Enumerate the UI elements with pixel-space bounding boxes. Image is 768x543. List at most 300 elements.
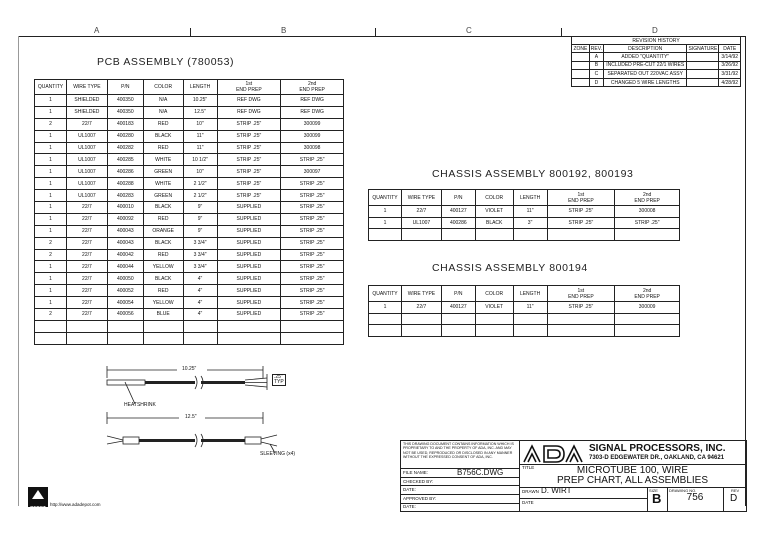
- table-cell: 300099: [281, 118, 344, 130]
- table-cell: RED: [143, 285, 183, 297]
- revision-header-4: DATE: [719, 45, 741, 53]
- table-cell: 22/7: [66, 118, 107, 130]
- proprietary-notice: THIS DRAWING DOCUMENT CONTAINS INFORMATION WHICH IS PROPRIETARY TO AND THE PROPERTY OF ADA, INC. AND MAY NOT BE USED, REPRODUCED OR DISCLOSED IN ANY MANNER WITHOUT THE EXPRESSED CONSENT OF ADA, INC.: [403, 442, 514, 460]
- chassis1-header-0: QUANTITY: [369, 190, 402, 206]
- table-row: [35, 332, 344, 344]
- table-cell: STRIP .25": [217, 190, 281, 202]
- table-cell: 22/7: [66, 273, 107, 285]
- table-cell: [66, 332, 107, 344]
- table-cell: [401, 325, 441, 337]
- table-cell: 3 3/4": [183, 261, 217, 273]
- table-cell: STRIP .25": [281, 225, 344, 237]
- file-name-label: FILE NAME:: [403, 470, 429, 475]
- zone-tick-1: [190, 28, 191, 37]
- table-cell: 11": [513, 302, 547, 314]
- drawing-no-value: 756: [686, 492, 704, 503]
- table-row: [35, 130, 344, 142]
- table-cell: B: [589, 61, 603, 70]
- table-cell: 400286: [107, 166, 143, 178]
- table-cell: SUPPLIED: [217, 261, 281, 273]
- rev-label: REV: [731, 488, 740, 493]
- table-cell: ORANGE: [143, 225, 183, 237]
- table-cell: 2 1/2": [183, 178, 217, 190]
- table-cell: 1: [35, 225, 67, 237]
- table-row: [35, 237, 344, 249]
- chassis1-header-4: LENGTH: [513, 190, 547, 206]
- chassis2-header-0: QUANTITY: [369, 286, 402, 302]
- zone-tick-3: [561, 28, 562, 37]
- table-cell: SUPPLIED: [217, 213, 281, 225]
- table-cell: 3/31/92: [719, 70, 741, 79]
- table-cell: UL1007: [66, 190, 107, 202]
- table-cell: [547, 313, 615, 325]
- title-line-2: PREP CHART, ALL ASSEMBLIES: [557, 475, 708, 486]
- pcb-header-6: 2nd END PREP: [281, 80, 344, 95]
- table-cell: 2: [35, 309, 67, 321]
- table-cell: 9": [183, 225, 217, 237]
- table-cell: [475, 325, 513, 337]
- table-cell: BLACK: [143, 237, 183, 249]
- table-cell: VIOLET: [475, 206, 513, 218]
- table-cell: 1: [369, 302, 402, 314]
- table-cell: BLACK: [143, 273, 183, 285]
- chassis-assembly-2-title: CHASSIS ASSEMBLY 800194: [432, 262, 588, 274]
- table-row: [369, 302, 680, 314]
- table-cell: STRIP .25": [281, 237, 344, 249]
- table-cell: 2: [35, 118, 67, 130]
- revision-history-table: [571, 36, 741, 87]
- table-cell: 400044: [107, 261, 143, 273]
- table-cell: 1: [35, 202, 67, 214]
- chassis1-header-3: COLOR: [475, 190, 513, 206]
- table-cell: STRIP .25": [547, 206, 615, 218]
- table-cell: 400286: [441, 217, 475, 229]
- ada-depot-logo-text: DEPOT: [30, 505, 46, 510]
- checked-by-label: CHECKED BY:: [403, 479, 434, 484]
- table-cell: STRIP .25": [217, 154, 281, 166]
- table-cell: 1: [35, 142, 67, 154]
- table-row: [572, 61, 741, 70]
- table-cell: 400042: [107, 249, 143, 261]
- table-cell: 1: [35, 130, 67, 142]
- table-cell: 400350: [107, 95, 143, 107]
- table-cell: REF DWG: [217, 106, 281, 118]
- file-name-value: B756C.DWG: [457, 468, 504, 477]
- table-cell: [369, 325, 402, 337]
- table-cell: 4": [183, 309, 217, 321]
- table-cell: REF DWG: [281, 106, 344, 118]
- table-cell: CHANGED 5 WIRE LENGTHS: [604, 78, 687, 87]
- table-cell: WHITE: [143, 178, 183, 190]
- table-cell: RED: [143, 118, 183, 130]
- table-cell: [615, 229, 680, 241]
- table-cell: [217, 320, 281, 332]
- date-label-1: DATE:: [403, 487, 416, 492]
- table-cell: SUPPLIED: [217, 285, 281, 297]
- table-cell: WHITE: [143, 154, 183, 166]
- table-cell: [572, 53, 590, 62]
- chassis1-header-5: 1st END PREP: [547, 190, 615, 206]
- table-cell: STRIP .25": [547, 217, 615, 229]
- table-cell: N/A: [143, 95, 183, 107]
- table-cell: 400010: [107, 202, 143, 214]
- table-cell: STRIP .25": [281, 309, 344, 321]
- revision-header-1: REV.: [590, 45, 602, 52]
- table-cell: 1: [35, 154, 67, 166]
- table-cell: 22/7: [66, 213, 107, 225]
- company-address: 7303-D EDGEWATER DR., OAKLAND, CA 94621: [589, 455, 725, 461]
- table-cell: SUPPLIED: [217, 249, 281, 261]
- footer-url[interactable]: http://www.adadepot.com: [50, 502, 101, 507]
- table-cell: [281, 320, 344, 332]
- table-row: [35, 166, 344, 178]
- table-cell: 400183: [107, 118, 143, 130]
- table-cell: UL1007: [66, 166, 107, 178]
- table-cell: SUPPLIED: [217, 297, 281, 309]
- table-cell: 400043: [107, 237, 143, 249]
- table-cell: [547, 229, 615, 241]
- drawn-value: D. WIRT: [541, 486, 572, 495]
- table-cell: 2 1/2": [183, 190, 217, 202]
- chassis2-header-1: WIRE TYPE: [401, 286, 441, 302]
- chassis1-header-1: WIRE TYPE: [401, 190, 441, 206]
- table-cell: 22/7: [66, 202, 107, 214]
- revision-header-0: ZONE: [573, 45, 588, 52]
- size-label: SIZE: [649, 488, 658, 493]
- table-cell: STRIP .25": [547, 302, 615, 314]
- table-cell: [66, 320, 107, 332]
- table-row: [35, 273, 344, 285]
- table-cell: 22/7: [66, 225, 107, 237]
- table-cell: STRIP .25": [217, 166, 281, 178]
- ada-logo: [522, 444, 586, 464]
- table-cell: GREEN: [143, 166, 183, 178]
- table-row: [369, 325, 680, 337]
- table-cell: 10 1/2": [183, 154, 217, 166]
- table-cell: 400288: [107, 178, 143, 190]
- table-cell: INCLUDED PRE-CUT 22/1 WIRES: [604, 61, 687, 70]
- table-cell: BLACK: [143, 130, 183, 142]
- table-cell: 300009: [615, 302, 680, 314]
- table-row: [35, 190, 344, 202]
- table-cell: [107, 320, 143, 332]
- chassis-assembly-1-table: [368, 189, 680, 241]
- chassis1-header-6: 2nd END PREP: [615, 190, 680, 206]
- table-cell: [513, 229, 547, 241]
- table-cell: [441, 325, 475, 337]
- table-cell: 400052: [107, 285, 143, 297]
- ada-depot-logo: [28, 487, 48, 510]
- table-cell: 400280: [107, 130, 143, 142]
- revision-history-title: REVISION HISTORY: [572, 37, 741, 45]
- table-cell: 400282: [107, 142, 143, 154]
- right-border: [745, 36, 746, 506]
- chassis2-header-3: COLOR: [475, 286, 513, 302]
- table-row: [35, 261, 344, 273]
- table-cell: BLUE: [143, 309, 183, 321]
- table-cell: 1: [35, 213, 67, 225]
- table-cell: STRIP .25": [281, 202, 344, 214]
- table-cell: RED: [143, 142, 183, 154]
- pcb-header-2: P/N: [107, 80, 143, 95]
- table-cell: 400043: [107, 225, 143, 237]
- table-cell: [615, 325, 680, 337]
- table-cell: 400283: [107, 190, 143, 202]
- table-cell: 11": [513, 206, 547, 218]
- table-cell: UL1007: [66, 130, 107, 142]
- table-cell: STRIP .25": [281, 190, 344, 202]
- table-cell: 11": [183, 142, 217, 154]
- table-cell: REF DWG: [217, 95, 281, 107]
- table-cell: 400127: [441, 206, 475, 218]
- table-cell: SUPPLIED: [217, 202, 281, 214]
- table-cell: [441, 229, 475, 241]
- table-cell: UL1007: [66, 178, 107, 190]
- table-cell: 22/7: [66, 249, 107, 261]
- pcb-header-0: QUANTITY: [35, 80, 67, 95]
- table-cell: [183, 320, 217, 332]
- rev-value: D: [730, 493, 738, 504]
- table-cell: 400285: [107, 154, 143, 166]
- table-cell: 22/7: [66, 285, 107, 297]
- company-name: SIGNAL PROCESSORS, INC.: [589, 443, 726, 454]
- table-cell: 22/7: [66, 297, 107, 309]
- table-cell: 3 3/4": [183, 237, 217, 249]
- pcb-header-5: 1st END PREP: [217, 80, 281, 95]
- table-cell: 400350: [107, 106, 143, 118]
- table-cell: A: [589, 53, 603, 62]
- table-cell: [572, 78, 590, 87]
- table-row: [572, 70, 741, 79]
- table-cell: 1: [369, 206, 402, 218]
- table-row: [35, 202, 344, 214]
- table-row: [35, 285, 344, 297]
- table-cell: 3/26/92: [719, 61, 741, 70]
- pcb-assembly-table: [34, 79, 344, 345]
- table-cell: [401, 229, 441, 241]
- chassis-assembly-2-table: [368, 285, 680, 337]
- table-row: [35, 225, 344, 237]
- approved-by-label: APPROVED BY:: [403, 496, 437, 501]
- table-cell: [183, 332, 217, 344]
- chassis1-header-2: P/N: [441, 190, 475, 206]
- table-cell: 10.25": [183, 95, 217, 107]
- pcb-header-4: LENGTH: [183, 80, 217, 95]
- table-cell: 4/28/92: [719, 78, 741, 87]
- table-row: [35, 249, 344, 261]
- zone-label-d: D: [652, 26, 658, 35]
- chassis2-header-6: 2nd END PREP: [615, 286, 680, 302]
- table-cell: [401, 313, 441, 325]
- table-cell: [35, 332, 67, 344]
- table-row: [572, 53, 741, 62]
- table-row: [572, 78, 741, 87]
- table-cell: UL1007: [401, 217, 441, 229]
- zone-label-c: C: [466, 26, 472, 35]
- table-cell: STRIP .25": [217, 130, 281, 142]
- table-cell: STRIP .25": [281, 273, 344, 285]
- table-row: [369, 206, 680, 218]
- table-cell: BLACK: [475, 217, 513, 229]
- table-cell: 300098: [281, 142, 344, 154]
- chassis2-header-5: 1st END PREP: [547, 286, 615, 302]
- table-cell: STRIP .25": [281, 154, 344, 166]
- left-border: [18, 36, 19, 506]
- table-cell: [107, 332, 143, 344]
- table-cell: STRIP .25": [281, 285, 344, 297]
- table-row: [369, 229, 680, 241]
- table-cell: 2: [35, 237, 67, 249]
- table-cell: STRIP .25": [615, 217, 680, 229]
- table-cell: 1: [35, 166, 67, 178]
- table-cell: 400054: [107, 297, 143, 309]
- table-cell: 400127: [441, 302, 475, 314]
- title-label: TITLE: [522, 465, 535, 470]
- table-cell: SUPPLIED: [217, 273, 281, 285]
- table-cell: SHIELDED: [66, 95, 107, 107]
- table-cell: RED: [143, 213, 183, 225]
- zone-label-a: A: [94, 26, 100, 35]
- table-cell: 12.5": [183, 106, 217, 118]
- date-label-2: DATE:: [403, 504, 416, 509]
- table-cell: 3/14/92: [719, 53, 741, 62]
- table-cell: 400092: [107, 213, 143, 225]
- dimension-label-small: .25" TYP: [274, 374, 284, 385]
- table-cell: YELLOW: [143, 297, 183, 309]
- table-cell: [687, 78, 719, 87]
- table-row: [35, 118, 344, 130]
- table-cell: UL1007: [66, 154, 107, 166]
- table-cell: [687, 53, 719, 62]
- chassis-assembly-1-title: CHASSIS ASSEMBLY 800192, 800193: [432, 168, 634, 180]
- table-cell: STRIP .25": [281, 213, 344, 225]
- table-row: [35, 154, 344, 166]
- table-cell: 1: [35, 178, 67, 190]
- dimension-label-1: 10.25": [182, 366, 197, 372]
- table-cell: STRIP .25": [281, 261, 344, 273]
- table-cell: SEPARATED OUT 220VAC ASSY: [604, 70, 687, 79]
- chassis2-header-2: P/N: [441, 286, 475, 302]
- table-row: [369, 217, 680, 229]
- table-cell: SUPPLIED: [217, 237, 281, 249]
- pcb-header-3: COLOR: [143, 80, 183, 95]
- title-line-1: MICROTUBE 100, WIRE: [576, 465, 689, 476]
- table-cell: 11": [183, 130, 217, 142]
- table-cell: [572, 70, 590, 79]
- table-cell: D: [589, 78, 603, 87]
- title-block: [400, 440, 747, 512]
- table-cell: C: [589, 70, 603, 79]
- table-cell: [687, 61, 719, 70]
- table-cell: 22/7: [401, 206, 441, 218]
- table-cell: [369, 229, 402, 241]
- table-cell: [369, 313, 402, 325]
- table-cell: SUPPLIED: [217, 309, 281, 321]
- table-cell: [35, 320, 67, 332]
- table-cell: [143, 332, 183, 344]
- table-cell: 2: [35, 249, 67, 261]
- table-cell: STRIP .25": [217, 142, 281, 154]
- table-cell: 22/7: [66, 237, 107, 249]
- table-cell: 1: [35, 285, 67, 297]
- table-cell: [143, 320, 183, 332]
- table-cell: 1: [35, 273, 67, 285]
- table-cell: UL1007: [66, 142, 107, 154]
- dimension-label-2: 12.5": [185, 414, 197, 420]
- table-cell: STRIP .25": [217, 178, 281, 190]
- table-cell: 400050: [107, 273, 143, 285]
- chassis2-header-4: LENGTH: [513, 286, 547, 302]
- table-cell: [441, 313, 475, 325]
- heatshrink-label: HEATSHRINK: [124, 402, 156, 408]
- table-cell: VIOLET: [475, 302, 513, 314]
- table-cell: 22/7: [66, 309, 107, 321]
- table-cell: STRIP .25": [281, 178, 344, 190]
- pcb-assembly-title: PCB ASSEMBLY (780053): [97, 56, 235, 68]
- table-cell: 9": [183, 202, 217, 214]
- table-cell: 22/7: [401, 302, 441, 314]
- table-cell: 1: [35, 106, 67, 118]
- table-cell: SUPPLIED: [217, 225, 281, 237]
- zone-label-b: B: [281, 26, 287, 35]
- table-row: [35, 142, 344, 154]
- size-value: B: [652, 491, 662, 506]
- table-cell: [217, 332, 281, 344]
- zone-tick-2: [375, 28, 376, 37]
- table-cell: 10": [183, 166, 217, 178]
- table-cell: 1: [35, 190, 67, 202]
- table-cell: REF DWG: [281, 95, 344, 107]
- table-row: [35, 320, 344, 332]
- table-cell: SHIELDED: [66, 106, 107, 118]
- table-cell: 4": [183, 273, 217, 285]
- table-cell: [572, 61, 590, 70]
- table-row: [35, 297, 344, 309]
- table-row: [35, 213, 344, 225]
- table-cell: 4": [183, 285, 217, 297]
- table-cell: ADDED "QUANTITY": [604, 53, 687, 62]
- ada-depot-logo-mark: [28, 488, 48, 500]
- table-cell: [615, 313, 680, 325]
- drawing-no-label: DRAWING NO.: [669, 488, 697, 493]
- table-cell: BLACK: [143, 202, 183, 214]
- table-row: [35, 95, 344, 107]
- table-cell: [475, 229, 513, 241]
- table-cell: [513, 325, 547, 337]
- table-cell: 9": [183, 213, 217, 225]
- table-cell: [547, 325, 615, 337]
- table-cell: STRIP .25": [217, 118, 281, 130]
- table-row: [35, 309, 344, 321]
- table-cell: YELLOW: [143, 261, 183, 273]
- table-cell: 4": [183, 297, 217, 309]
- table-cell: 10": [183, 118, 217, 130]
- table-cell: 300008: [615, 206, 680, 218]
- pcb-header-1: WIRE TYPE: [66, 80, 107, 95]
- table-cell: 1: [35, 261, 67, 273]
- table-cell: 300099: [281, 130, 344, 142]
- table-cell: 1: [35, 95, 67, 107]
- table-cell: 300097: [281, 166, 344, 178]
- table-cell: 3": [513, 217, 547, 229]
- table-cell: STRIP .25": [281, 297, 344, 309]
- table-cell: 1: [369, 217, 402, 229]
- table-cell: GREEN: [143, 190, 183, 202]
- sleeving-label: SLEEVING (x4): [260, 451, 296, 457]
- table-cell: RED: [143, 249, 183, 261]
- table-cell: [475, 313, 513, 325]
- table-cell: [687, 70, 719, 79]
